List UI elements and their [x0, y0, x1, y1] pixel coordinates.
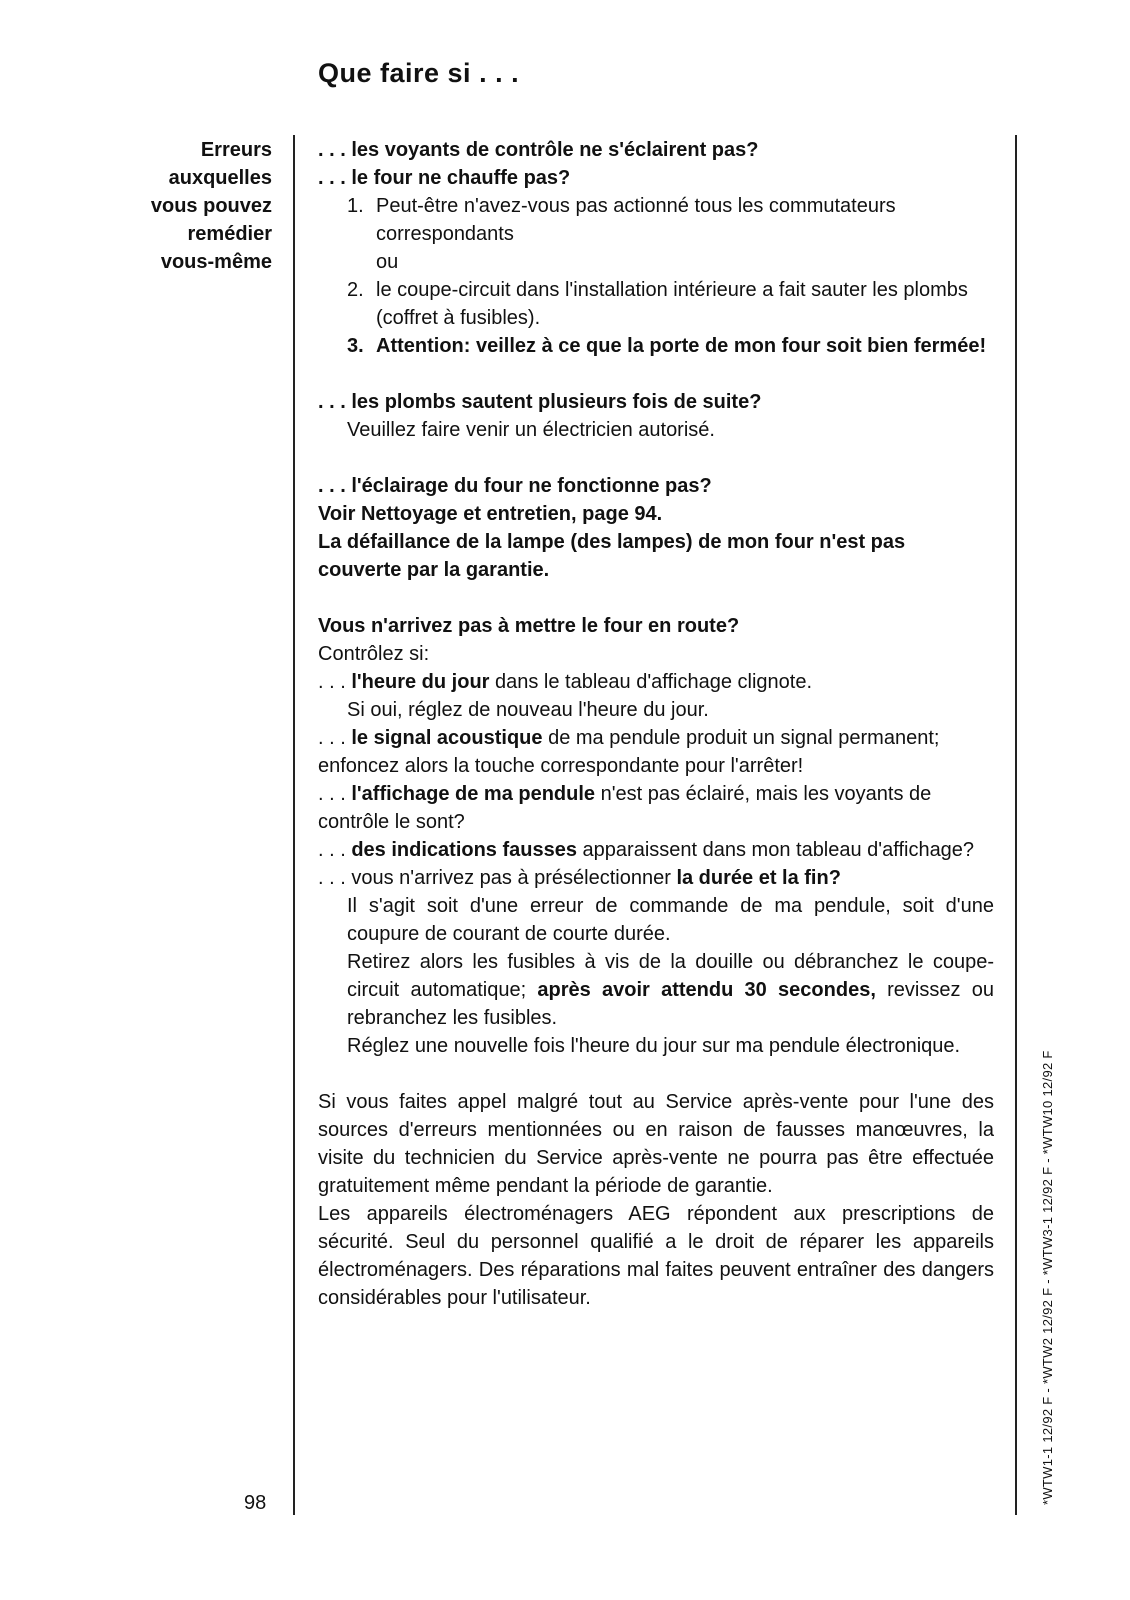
question-plombs: . . . les plombs sautent plusieurs fois de suite?: [318, 391, 762, 413]
sidebar-line: remédier: [187, 223, 272, 245]
sidebar-line: auxquelles: [168, 167, 272, 189]
left-divider: [293, 135, 295, 1515]
answer-plombs: Veuillez faire venir un électricien autorisé.: [347, 419, 715, 441]
safety-paragraph: Les appareils électroménagers AEG répondent aux prescriptions de sécurité. Seul du personnel qualifié a le droit de réparer les appareils électroménagers. Des réparations mal faites peuvent entraîner des dangers considérables pour l'utilisateur.: [318, 1203, 994, 1309]
sidebar-line: vous-même: [160, 251, 272, 273]
reference-nettoyage: Voir Nettoyage et entretien, page 94.: [318, 503, 663, 525]
main-content: [318, 136, 994, 1312]
check-rest: apparaissent dans mon tableau d'affichage?: [576, 839, 975, 861]
item-number: 1.: [347, 195, 364, 217]
question-eclairage: . . . l'éclairage du four ne fonctionne pas?: [318, 475, 712, 497]
check-rest: n'est pas éclairé, mais les voyants de contrôle le sont?: [318, 783, 932, 833]
list-item: [318, 276, 994, 332]
question-voyants: . . . les voyants de contrôle ne s'éclairent pas?: [318, 139, 759, 161]
instruction-text: Retirez alors les fusibles à vis de la douille ou débranchez le coupe-circuit automatique;: [347, 951, 994, 1001]
sidebar-line: vous pouvez: [150, 195, 272, 217]
check-item: [318, 836, 994, 864]
instruction-clock: Réglez une nouvelle fois l'heure du jour sur ma pendule électronique.: [347, 1035, 961, 1057]
check-item: [318, 864, 994, 892]
check-intro: Contrôlez si:: [318, 643, 430, 665]
right-divider: [1015, 135, 1017, 1515]
instruction-bold: après avoir attendu 30 secondes,: [537, 979, 876, 1001]
check-bold: l'affichage de ma pendule: [351, 783, 596, 805]
item-text: le coupe-circuit dans l'installation intérieure a fait sauter les plombs (coffret à fusibles).: [376, 279, 968, 329]
list-item-warning: [318, 332, 994, 360]
check-item: [318, 724, 994, 780]
check-bold: des indications fausses: [351, 839, 577, 861]
check-prefix: . . . vous n'arrivez pas à présélectionner: [318, 867, 677, 889]
check-item: [318, 780, 994, 836]
instruction: [318, 948, 994, 1032]
page-number: 98: [244, 1492, 267, 1514]
list-item: [318, 192, 994, 248]
page-title: Que faire si . . .: [318, 58, 520, 88]
sidebar-line: Erreurs: [200, 139, 272, 161]
check-prefix: . . .: [318, 727, 352, 749]
warranty-note: La défaillance de la lampe (des lampes) de mon four n'est pas couverte par la garantie.: [318, 531, 906, 581]
instruction-rest: revissez ou rebranchez les fusibles.: [347, 979, 995, 1029]
document-code: *WTW1-1 12/92 F - *WTW2 12/92 F - *WTW3-1 12/92 F - *WTW10 12/92 F: [1040, 1050, 1055, 1505]
or-text: ou: [376, 251, 399, 273]
check-bold: le signal acoustique: [351, 727, 543, 749]
check-prefix: . . .: [318, 671, 352, 693]
item-number: 3.: [347, 335, 364, 357]
item-text: Attention: veillez à ce que la porte de mon four soit bien fermée!: [376, 335, 987, 357]
item-number: 2.: [347, 279, 364, 301]
check-rest: de ma pendule produit un signal permanent; enfoncez alors la touche correspondante pour l'arrêter!: [318, 727, 940, 777]
check-bold: l'heure du jour: [351, 671, 490, 693]
check-prefix: . . .: [318, 783, 352, 805]
check-followup: Si oui, réglez de nouveau l'heure du jour.: [347, 699, 709, 721]
question-mise-en-route: Vous n'arrivez pas à mettre le four en route?: [318, 615, 740, 637]
explanation: Il s'agit soit d'une erreur de commande de ma pendule, soit d'une coupure de courant de courte durée.: [347, 895, 994, 945]
service-paragraph: Si vous faites appel malgré tout au Service après-vente pour l'une des sources d'erreurs mentionnées ou en raison de fausses manœuvres, la visite du technicien du Service après-vente ne pourra pas être effectuée gratuitement même pendant la période de garantie.: [318, 1091, 994, 1197]
question-four-chauffe: . . . le four ne chauffe pas?: [318, 167, 571, 189]
check-bold: la durée et la fin?: [676, 867, 841, 889]
check-item: [318, 668, 994, 696]
sidebar-heading: [60, 136, 272, 276]
check-prefix: . . .: [318, 839, 352, 861]
check-rest: dans le tableau d'affichage clignote.: [489, 671, 813, 693]
item-text: Peut-être n'avez-vous pas actionné tous les commutateurs correspondants: [376, 195, 896, 245]
